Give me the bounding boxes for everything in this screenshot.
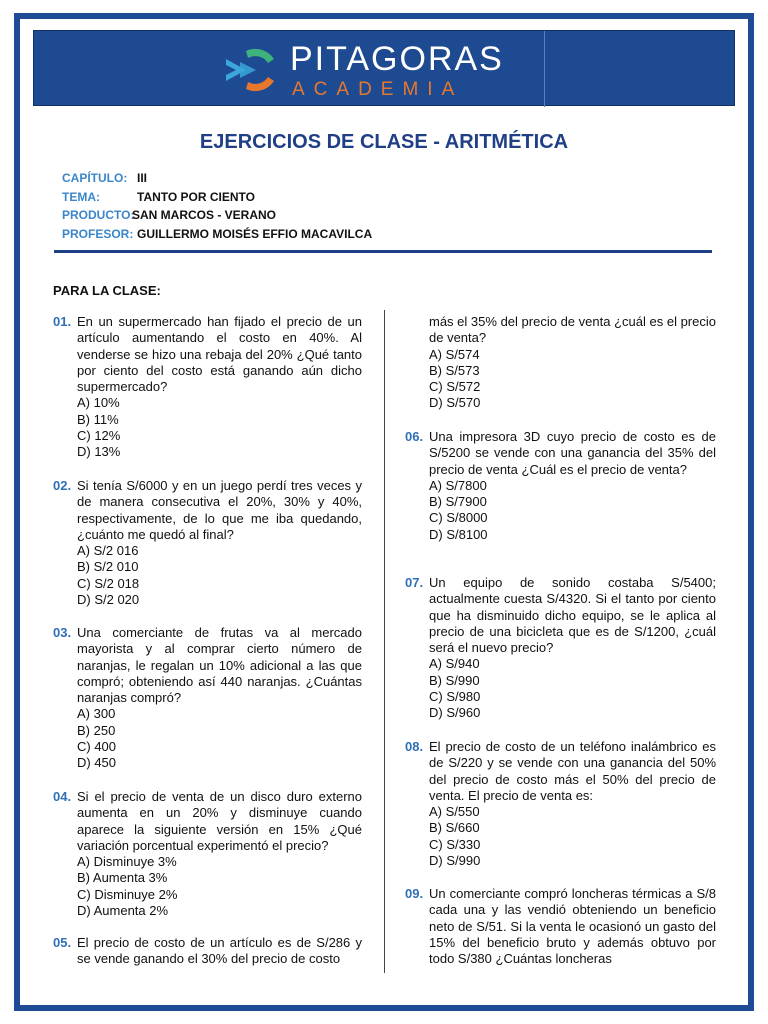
option: A) S/940 xyxy=(429,656,480,672)
page-title: EJERCICIOS DE CLASE - ARITMÉTICA xyxy=(199,131,569,153)
question-text-continued: más el 35% del precio de venta ¿cuál es el precio de venta? xyxy=(429,314,716,346)
option: D) S/990 xyxy=(429,853,481,869)
option: C) S/2 018 xyxy=(77,575,140,591)
question-text: Si tenía S/6000 y en un juego perdí tres veces y de manera consecutiva el 20%, 30% y 40%, respectivamente, de lo que me iba quedando, ¿cuánto me quedó al final? xyxy=(77,478,362,542)
option: C) 12% xyxy=(77,428,121,444)
meta-value: SAN MARCOS - VERANO xyxy=(132,208,277,222)
question-text: Un equipo de sonido costaba S/5400; actualmente cuesta S/4320. Si el tanto por ciento que ha disminuido dicho equipo, se le aplica al precio de una bicicleta que es de S/1200, ¿cuál será el nuevo precio? xyxy=(429,575,716,656)
option: D) S/2 020 xyxy=(77,592,140,608)
question-number: 03. xyxy=(53,625,72,640)
question-text: Una impresora 3D cuyo precio de costo es de S/5200 se vende con una ganancia del 35% del precio de venta ¿Cuál es el precio de venta? xyxy=(429,429,716,477)
option: D) 450 xyxy=(77,755,117,771)
meta-key: PRODUCTO: xyxy=(62,208,135,222)
question-number: 02. xyxy=(53,478,72,493)
option: B) S/990 xyxy=(429,672,480,688)
question-number: 01. xyxy=(53,314,72,329)
question-number: 04. xyxy=(53,789,72,804)
question-06 xyxy=(405,429,716,543)
option: D) Aumenta 2% xyxy=(77,903,169,919)
option: C) 400 xyxy=(77,739,117,755)
option: A) 300 xyxy=(77,706,116,722)
question-number: 07. xyxy=(405,575,424,590)
brand-subtitle: ACADEMIA xyxy=(292,79,464,100)
meta-value: III xyxy=(137,171,148,185)
question-01 xyxy=(53,314,362,461)
question-08 xyxy=(405,739,716,869)
option: C) S/572 xyxy=(429,379,481,395)
meta-row-chapter xyxy=(62,171,372,190)
header-divider xyxy=(544,31,545,107)
option: A) S/7800 xyxy=(429,477,487,493)
meta-row-topic xyxy=(62,190,372,209)
meta-key: CAPÍTULO: xyxy=(62,171,128,185)
question-04 xyxy=(53,789,362,919)
section-heading: PARA LA CLASE: xyxy=(53,283,161,298)
option: B) Aumenta 3% xyxy=(77,870,168,886)
option: B) S/2 010 xyxy=(77,559,139,575)
option: A) S/574 xyxy=(429,346,480,362)
option: B) 250 xyxy=(77,722,116,738)
column-separator xyxy=(384,310,385,973)
option: D) S/570 xyxy=(429,395,481,411)
brand-name: PITAGORAS xyxy=(290,40,504,78)
meta-row-teacher xyxy=(62,227,372,246)
question-text: Si el precio de venta de un disco duro externo aumenta en un 20% y disminuye cuando aparece la siguiente versión en 15% ¿Qué variación porcentual experimentó el precio? xyxy=(77,789,362,853)
option: C) S/8000 xyxy=(429,510,488,526)
question-text: Una comerciante de frutas va al mercado mayorista y al comprar cierto número de naranjas, le regalan un 10% adicional a las que compró; obteniendo así 440 naranjas. ¿Cuántas naranjas compró? xyxy=(77,625,362,706)
meta-row-product xyxy=(62,208,372,227)
option: A) 10% xyxy=(77,395,120,411)
meta-value: GUILLERMO MOISÉS EFFIO MACAVILCA xyxy=(137,226,373,241)
question-text: El precio de costo de un artículo es de S/286 y se vende ganando el 30% del precio de costo xyxy=(77,935,362,967)
question-05-continued xyxy=(429,314,716,412)
option: C) S/330 xyxy=(429,836,481,852)
question-03 xyxy=(53,625,362,772)
question-text: Un comerciante compró loncheras térmicas a S/8 cada una y las vendió obteniendo un beneficio neto de S/51. Si la venta le ocasionó un gasto del 15% del beneficio bruto y además obtuvo por todo S/380 ¿Cuántas loncheras xyxy=(429,886,716,967)
option: B) 11% xyxy=(77,411,119,427)
option: A) Disminuye 3% xyxy=(77,854,177,870)
question-number: 06. xyxy=(405,429,424,444)
meta-block xyxy=(62,171,372,245)
question-number: 05. xyxy=(53,935,72,950)
header-rule xyxy=(54,250,712,253)
meta-key: TEMA: xyxy=(62,189,100,204)
option: D) S/960 xyxy=(429,705,481,721)
question-text: En un supermercado han fijado el precio de un artículo aumentando el costo en 40%. Al venderse se hizo una rebaja del 20% ¿Qué tanto por ciento del costo está ganando aún dicho supermercado? xyxy=(77,314,362,395)
option: B) S/573 xyxy=(429,362,480,378)
question-07 xyxy=(405,575,716,722)
question-number: 08. xyxy=(405,739,424,754)
meta-value: TANTO POR CIENTO xyxy=(137,189,256,204)
option: A) S/550 xyxy=(429,804,480,820)
meta-key: PROFESOR: xyxy=(62,226,134,241)
option: A) S/2 016 xyxy=(77,543,139,559)
option: D) 13% xyxy=(77,444,121,460)
question-09 xyxy=(405,886,716,967)
question-number: 09. xyxy=(405,886,424,901)
question-02 xyxy=(53,478,362,608)
question-text: El precio de costo de un teléfono inalámbrico es de S/220 y se vende con una ganancia del 50% del precio de costo más el 50% del precio de venta. El precio de venta es: xyxy=(429,739,716,803)
option: D) S/8100 xyxy=(429,526,488,542)
header-band xyxy=(33,30,735,106)
question-05 xyxy=(53,935,362,968)
option: B) S/660 xyxy=(429,820,480,836)
option: C) Disminuye 2% xyxy=(77,886,178,902)
option: B) S/7900 xyxy=(429,494,487,510)
pitagoras-logo-icon xyxy=(224,45,284,95)
option: C) S/980 xyxy=(429,689,481,705)
